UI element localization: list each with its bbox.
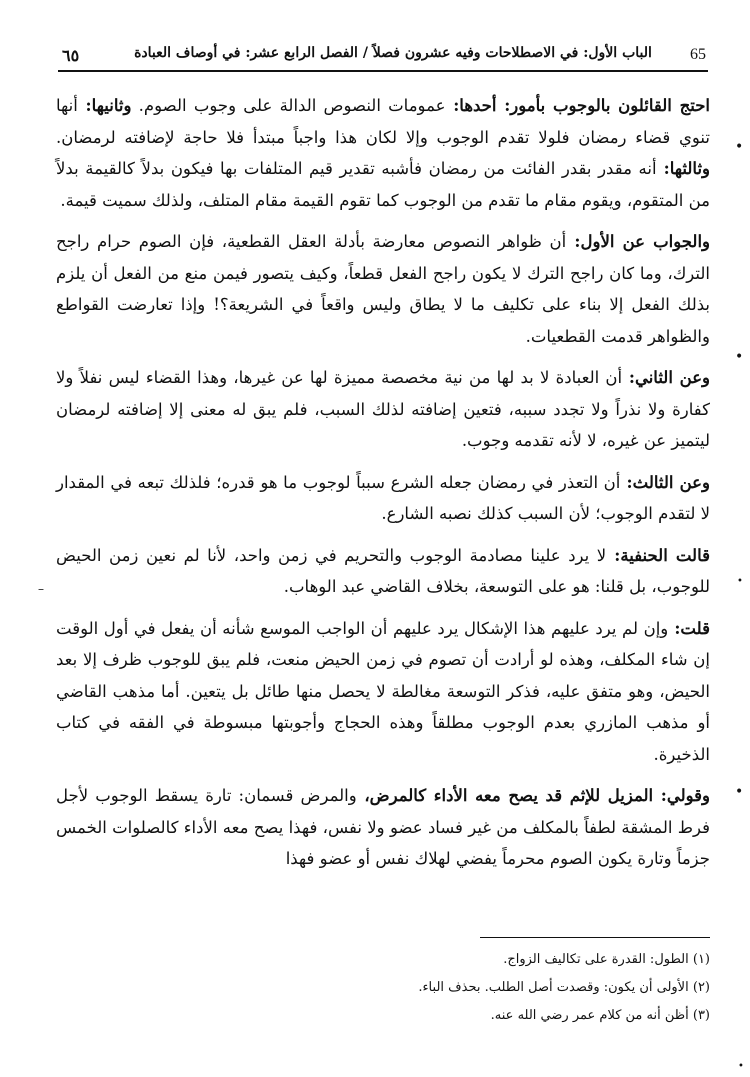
body-text <box>56 90 710 885</box>
page-number-arabic: ٦٥ <box>62 46 80 65</box>
footnotes <box>56 946 710 1030</box>
footnote <box>56 974 710 1002</box>
paragraph-heading: احتج القائلون بالوجوب بأمور: أحدها: <box>445 96 710 115</box>
margin-dot: • <box>737 576 743 587</box>
footnote-text: الطول: القدرة على تكاليف الزواج. <box>503 952 689 967</box>
paragraph-text: أنه مقدر بقدر الفائت من رمضان فأشبه تقدير قيم المتلفات بها فيكون بدلاً كالقيمة بدلاً من المتقوم، ويقوم مقام ما تقدم من الوجوب كما تقوم القيمة مقام المتلف، ولذلك سميت قيمة. <box>56 159 710 210</box>
paragraph-heading: وثانيها: <box>77 96 132 115</box>
paragraph-heading: قالت الحنفية: <box>606 545 710 565</box>
footnote-number: (٣) <box>692 1008 710 1023</box>
paragraph <box>56 780 710 875</box>
margin-dash: – <box>38 582 44 596</box>
paragraph-text: أن ظواهر النصوص معارضة بأدلة العقل القطعية، فإن الصوم حرام راجح الترك، وما كان راجح الترك لا يكون راجح الفعل قطعاً، وكيف يتصور فيمن منع من الفعل أن يلزم بذلك الفعل إلا بناء على تكليف ما لا يطاق وليس واقعاً في الشريعة؟! وإذا تعارضت القواطع والظواهر قدمت القطعيات. <box>56 232 710 346</box>
paragraph <box>56 467 710 530</box>
footnote-text: أظن أنه من كلام عمر رضي الله عنه. <box>490 1008 689 1023</box>
footnote-number: (١) <box>692 952 710 967</box>
page-header <box>58 42 708 72</box>
footnote <box>56 946 710 974</box>
paragraph-heading: وعن الثاني: <box>622 368 711 387</box>
paragraph-heading: والجواب عن الأول: <box>566 232 710 251</box>
paragraph-text: وإن لم يرد عليهم هذا الإشكال يرد عليهم أن الواجب الموسع شأنه أن يفعل في أول الوقت إن شاء المكلف، وهذه لو أرادت أن تصوم في زمن الحيض منعت، فلم يبق للوجوب ظرف إلا بعد الحيض، وهو متفق عليه، فذكر التوسعة مغالطة لا يحصل منها طائل بل يتعين. أما مذهب القاضي أو مذهب المازري بعدم الوجوب مطلقاً وهذه الحجاج وأجوبتها مبسوطة في الفقه في كتاب الذخيرة. <box>56 618 710 764</box>
page-number-latin: 65 <box>690 46 706 63</box>
paragraph <box>56 90 710 216</box>
margin-dot: • <box>735 784 744 800</box>
footnote-number: (٢) <box>692 980 710 995</box>
footnote <box>56 1002 710 1030</box>
paragraph-text: لا يرد علينا مصادمة الوجوب والتحريم في زمن واحد، لأنا لم نعين زمن الحيض للوجوب، بل قلنا: هو على التوسعة، بخلاف القاضي عبد الوهاب. <box>56 545 710 596</box>
paragraph-text: أنها تنوي قضاء رمضان فلولا تقدم الوجوب وإلا لكان هذا واجباً مبتدأ فلا حاجة لإضافته لرمضان. <box>56 96 710 147</box>
margin-dot: • <box>735 349 744 365</box>
paragraph-text: عمومات النصوص الدالة على وجوب الصوم. <box>131 96 446 115</box>
margin-dot: • <box>738 1061 744 1072</box>
footnote-rule <box>480 937 710 938</box>
margin-dot: • <box>735 139 744 155</box>
header-rule <box>58 70 708 72</box>
paragraph-text: والمرض قسمان: تارة يسقط الوجوب لأجل فرط المشقة لطفاً بالمكلف من غير فساد عضو ولا نفس، فهذا يصح معه الأداء كالصلوات الخمس جزماً وتارة يكون الصوم محرماً يفضي لهلاك نفس أو عضو فهذا <box>56 786 710 868</box>
paragraph-heading: وعن الثالث: <box>620 472 710 492</box>
paragraph-heading: وثالثها: <box>656 159 711 178</box>
paragraph <box>56 613 710 771</box>
paragraph <box>56 540 710 603</box>
paragraph-heading: قلت: <box>668 618 710 638</box>
footnote-text: الأولى أن يكون: وقصدت أصل الطلب. بحذف الباء. <box>418 980 689 995</box>
paragraph <box>56 362 710 457</box>
paragraph <box>56 226 710 352</box>
paragraph-heading: وقولي: المزيل للإثم قد يصح معه الأداء كالمرض، <box>356 786 711 805</box>
running-head: الباب الأول: في الاصطلاحات وفيه عشرون فصلاً / الفصل الرابع عشر: في أوصاف العبادة <box>134 45 652 61</box>
paragraph-text: أن العبادة لا بد لها من نية مخصصة مميزة لها عن غيرها، وهذا القضاء ليس نفلاً ولا كفارة ولا نذراً ولا تجدد سببه، فتعين إضافته لذلك السبب، فلم يبق له معنى إلا إضافته لرمضان ليتميز عن غيره، لا لأنه تقدمه وجوب. <box>56 368 710 450</box>
paragraph-text: أن التعذر في رمضان جعله الشرع سبباً لوجوب ما هو قدره؛ فلذلك تبعه في المقدار لا لتقدم الوجوب؛ لأن السبب كذلك نصبه الشارع. <box>56 472 710 523</box>
